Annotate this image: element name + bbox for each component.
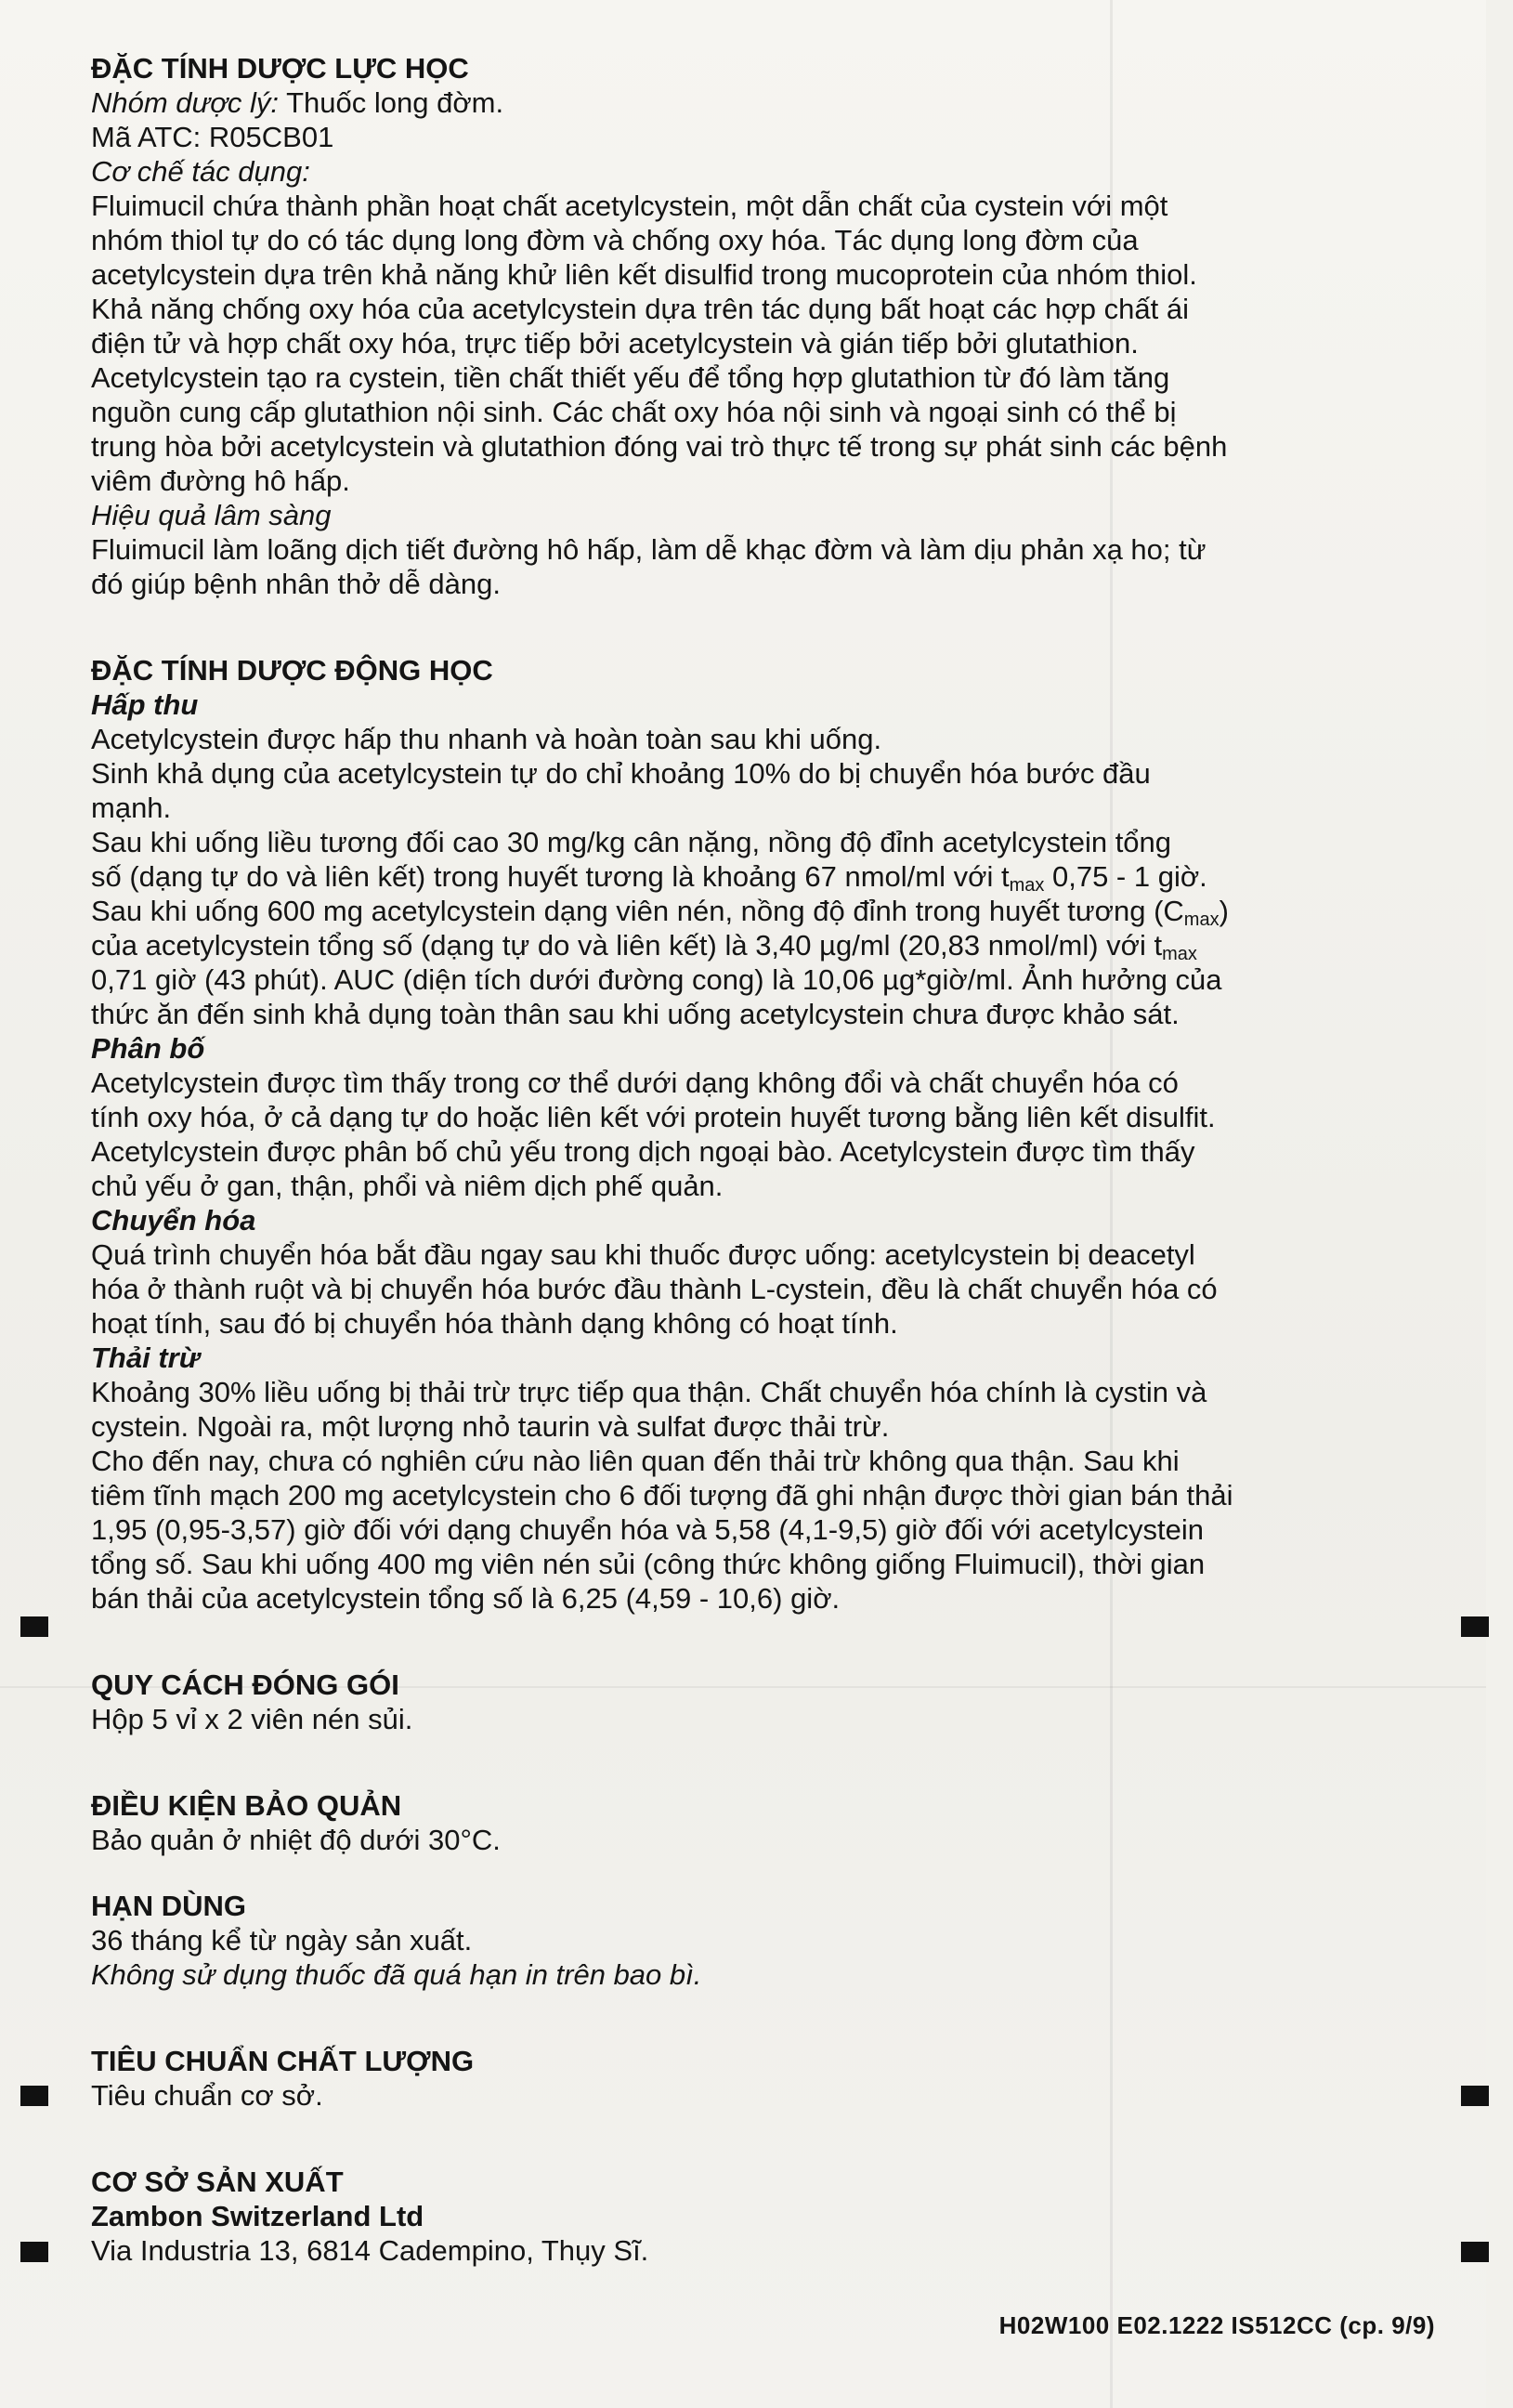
excretion-label: Thải trừ [91,1341,200,1374]
manufacturer-address: Via Industria 13, 6814 Cadempino, Thụy Sĩ. [91,2234,649,2267]
registration-mark [20,2086,48,2106]
storage-text: Bảo quản ở nhiệt độ dưới 30°C. [91,1824,501,1856]
text-span: của acetylcystein tổng số (dạng tự do và liên kết) là 3,40 µg/ml (20,83 nmol/ml) với t [91,929,1163,962]
text-line: Cho đến nay, chưa có nghiên cứu nào liên quan đến thải trừ không qua thận. Sau khi [91,1445,1180,1477]
text-span: ) [1219,895,1229,927]
text-line: Khoảng 30% liều uống bị thải trừ trực tiếp qua thận. Chất chuyển hóa chính là cystin và [91,1376,1207,1408]
text-line [91,859,1442,894]
text-line: viêm đường hô hấp. [91,465,350,497]
absorption-label: Hấp thu [91,688,199,721]
text-line: Acetylcystein tạo ra cystein, tiền chất thiết yếu để tổng hợp glutathion từ đó làm tăng [91,361,1170,394]
distribution-label: Phân bố [91,1032,205,1065]
text-line: hóa ở thành ruột và bị chuyển hóa bước đầu thành L-cystein, đều là chất chuyển hóa có [91,1273,1218,1305]
text-line: Fluimucil làm loãng dịch tiết đường hô hấp, làm dễ khạc đờm và làm dịu phản xạ ho; từ [91,533,1206,566]
drug-group-label: Nhóm dược lý: [91,86,280,119]
text-line: Sinh khả dụng của acetylcystein tự do chỉ khoảng 10% do bị chuyển hóa bước đầu [91,757,1151,790]
section-heading: ĐẶC TÍNH DƯỢC ĐỘNG HỌC [91,654,493,687]
section-heading: CƠ SỞ SẢN XUẤT [91,2166,344,2198]
subscript: max [1183,910,1220,930]
text-line [91,894,1442,928]
text-line: thức ăn đến sinh khả dụng toàn thân sau khi uống acetylcystein chưa được khảo sát. [91,998,1180,1030]
shelf-life-section [91,1889,1442,1992]
text-span: Sau khi uống 600 mg acetylcystein dạng viên nén, nồng độ đỉnh trong huyết tương (C [91,895,1184,927]
text-line: Khả năng chống oxy hóa của acetylcystein dựa trên tác dụng bất hoạt các hợp chất ái [91,293,1189,325]
text-line: chủ yếu ở gan, thận, phổi và niêm dịch phế quản. [91,1170,724,1202]
text-line: điện tử và hợp chất oxy hóa, trực tiếp bởi acetylcystein và gián tiếp bởi glutathion. [91,327,1139,360]
text-line: 1,95 (0,95-3,57) giờ đối với dạng chuyển hóa và 5,58 (4,1-9,5) giờ đối với acetylcystein [91,1513,1204,1546]
text-line: Acetylcystein được tìm thấy trong cơ thể dưới dạng không đổi và chất chuyển hóa có [91,1067,1179,1099]
metabolism-label: Chuyển hóa [91,1204,256,1237]
leaflet-content [91,51,1442,2268]
section-heading: ĐẶC TÍNH DƯỢC LỰC HỌC [91,52,469,85]
print-code: H02W100 E02.1222 IS512CC (cp. 9/9) [998,2311,1435,2339]
text-line: cystein. Ngoài ra, một lượng nhỏ taurin và sulfat được thải trừ. [91,1410,890,1443]
drug-group-line [91,85,1442,120]
text-span: số (dạng tự do và liên kết) trong huyết tương là khoảng 67 nmol/ml với t [91,860,1010,893]
text-line: Acetylcystein được hấp thu nhanh và hoàn toàn sau khi uống. [91,723,882,755]
text-line: nhóm thiol tự do có tác dụng long đờm và chống oxy hóa. Tác dụng long đờm của [91,224,1139,256]
text-line: 0,71 giờ (43 phút). AUC (diện tích dưới đường cong) là 10,06 µg*giờ/ml. Ảnh hưởng của [91,963,1222,996]
text-line: tổng số. Sau khi uống 400 mg viên nén sủi (công thức không giống Fluimucil), thời gian [91,1548,1206,1580]
registration-mark [1461,2242,1489,2262]
packaging-section [91,1668,1442,1736]
subscript: max [1162,944,1197,964]
packaging-text: Hộp 5 vỉ x 2 viên nén sủi. [91,1703,413,1735]
text-line: acetylcystein dựa trên khả năng khử liên kết disulfid trong mucoprotein của nhóm thiol. [91,258,1197,291]
shelf-life-warning: Không sử dụng thuốc đã quá hạn in trên bao bì. [91,1958,702,1991]
text-span: 0,75 - 1 giờ. [1044,860,1207,893]
text-line: nguồn cung cấp glutathion nội sinh. Các chất oxy hóa nội sinh và ngoại sinh có thể bị [91,396,1177,428]
text-line: bán thải của acetylcystein tổng số là 6,25 (4,59 - 10,6) giờ. [91,1582,841,1615]
registration-mark [20,2242,48,2262]
section-heading: QUY CÁCH ĐÓNG GÓI [91,1669,399,1701]
manufacturer-name: Zambon Switzerland Ltd [91,2200,424,2232]
text-line: hoạt tính, sau đó bị chuyển hóa thành dạng không có hoạt tính. [91,1307,898,1340]
atc-code: Mã ATC: R05CB01 [91,121,334,153]
text-line: đó giúp bệnh nhân thở dễ dàng. [91,568,501,600]
pharmacokinetics-section [91,653,1442,1616]
quality-text: Tiêu chuẩn cơ sở. [91,2079,323,2112]
pharmacodynamics-section [91,51,1442,601]
storage-section [91,1788,1442,1857]
text-line: trung hòa bởi acetylcystein và glutathion đóng vai trò thực tế trong sự phát sinh các bệnh [91,430,1228,463]
text-line: mạnh. [91,792,172,824]
text-line: tiêm tĩnh mạch 200 mg acetylcystein cho 6 đối tượng đã ghi nhận được thời gian bán thải [91,1479,1233,1512]
mechanism-label: Cơ chế tác dụng: [91,155,310,188]
subscript: max [1009,875,1045,896]
quality-section [91,2044,1442,2113]
text-line: Sau khi uống liều tương đối cao 30 mg/kg cân nặng, nồng độ đỉnh acetylcystein tổng [91,826,1172,858]
text-line [91,928,1442,962]
section-heading: TIÊU CHUẨN CHẤT LƯỢNG [91,2045,475,2077]
text-line: Quá trình chuyển hóa bắt đầu ngay sau khi thuốc được uống: acetylcystein bị deacetyl [91,1238,1195,1271]
registration-mark [1461,2086,1489,2106]
clinical-label: Hiệu quả lâm sàng [91,499,332,531]
text-line: Fluimucil chứa thành phần hoạt chất acetylcystein, một dẫn chất của cystein với một [91,190,1168,222]
registration-mark [1461,1616,1489,1637]
section-heading: HẠN DÙNG [91,1890,247,1922]
shelf-life-text: 36 tháng kể từ ngày sản xuất. [91,1924,473,1956]
section-heading: ĐIỀU KIỆN BẢO QUẢN [91,1789,402,1822]
registration-mark [20,1616,48,1637]
drug-group-value: Thuốc long đờm. [279,86,504,119]
text-line: tính oxy hóa, ở cả dạng tự do hoặc liên kết với protein huyết tương bằng liên kết disulfit. [91,1101,1216,1133]
text-line: Acetylcystein được phân bố chủ yếu trong dịch ngoại bào. Acetylcystein được tìm thấy [91,1135,1195,1168]
mechanism-text [91,189,1442,498]
manufacturer-section [91,2165,1442,2268]
